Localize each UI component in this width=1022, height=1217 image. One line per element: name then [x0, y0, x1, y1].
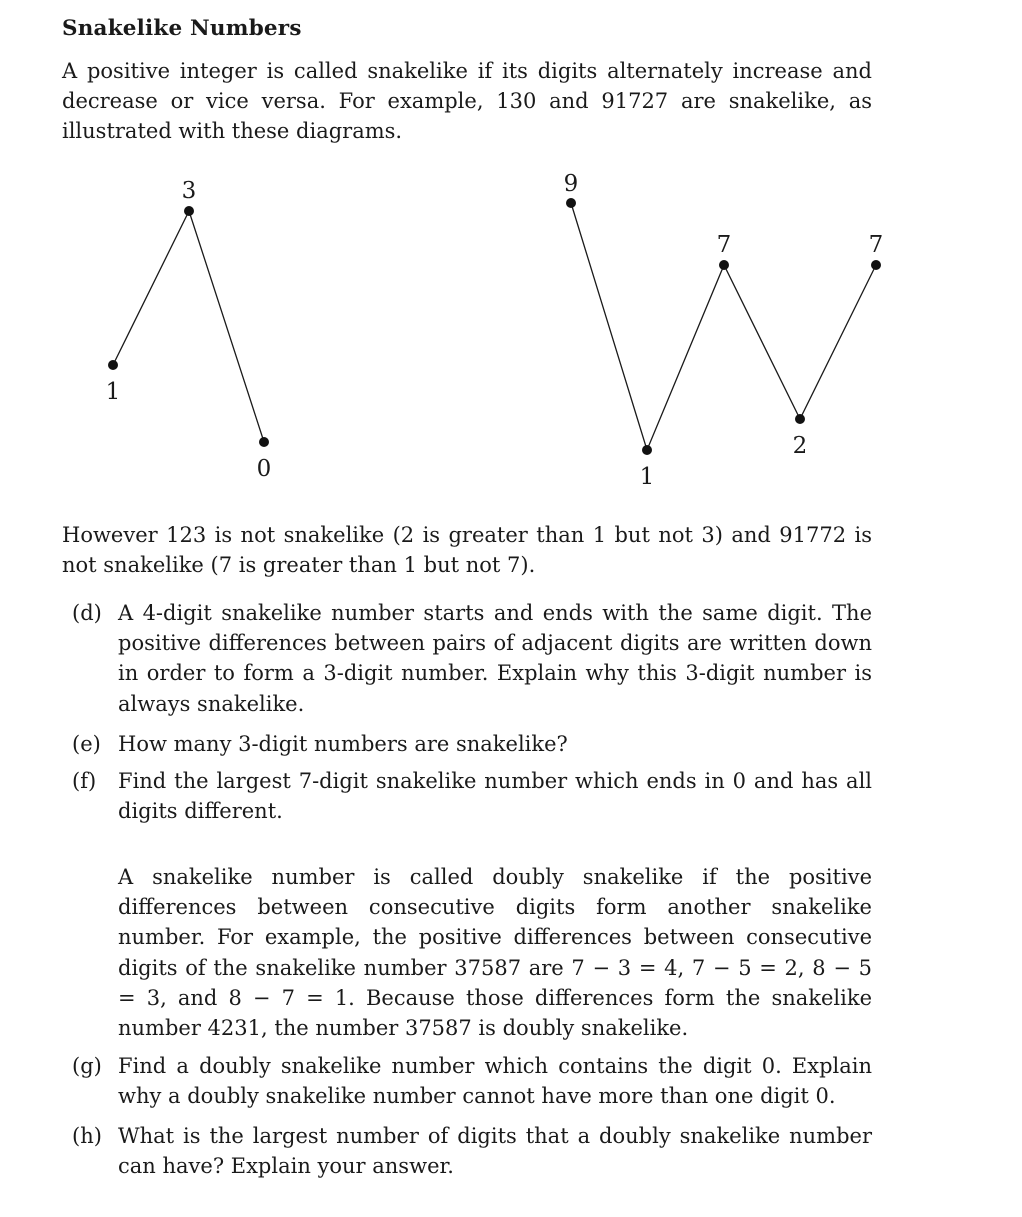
question-label: (g)	[72, 1054, 102, 1078]
diagram-130	[106, 178, 272, 482]
question-text: Find a doubly snakelike number which contains the digit 0. Explain why a doubly snakelike number cannot have more than one digit 0.	[118, 1054, 872, 1109]
intro-paragraph: A positive integer is called snakelike if its digits alternately increase and decrease or vice versa. For example, 130 and 91727 are snakelike, as illustrated with these diagrams.	[62, 59, 872, 144]
question-text: What is the largest number of digits that a doubly snakelike number can have? Explain your answer.	[118, 1124, 872, 1179]
diagram-91727-digit-label: 7	[716, 232, 732, 258]
snakelike-diagrams	[0, 160, 1022, 500]
question-label: (e)	[72, 732, 101, 756]
page-title: Snakelike Numbers	[62, 16, 302, 41]
diagram-91727-digit-label: 2	[792, 433, 808, 459]
question-label: (f)	[72, 769, 97, 793]
question-text: How many 3-digit numbers are snakelike?	[118, 732, 568, 756]
question-label: (d)	[72, 601, 102, 625]
diagram-91727-point	[795, 414, 805, 424]
diagram-130-point	[108, 360, 118, 370]
diagram-130-point	[259, 437, 269, 447]
diagram-91727	[564, 171, 884, 490]
diagram-91727-digit-label: 9	[563, 171, 579, 197]
question-label: (h)	[72, 1124, 102, 1148]
diagram-91727-digit-label: 1	[639, 464, 655, 490]
diagram-130-digit-label: 3	[181, 178, 197, 204]
diagram-130-digit-label: 0	[256, 456, 272, 482]
diagram-91727-point	[719, 260, 729, 270]
diagram-130-path	[113, 211, 264, 442]
diagram-91727-point	[642, 445, 652, 455]
diagram-130-digit-label: 1	[105, 379, 121, 405]
diagram-91727-point	[871, 260, 881, 270]
diagram-91727-digit-label: 7	[868, 232, 884, 258]
however-paragraph: However 123 is not snakelike (2 is greater than 1 but not 3) and 91772 is not snakelike (7 is greater than 1 but not 7).	[62, 523, 872, 578]
question-text: Find the largest 7-digit snakelike number which ends in 0 and has all digits different.	[118, 769, 872, 824]
diagram-130-point	[184, 206, 194, 216]
question-text: A 4-digit snakelike number starts and ends with the same digit. The positive differences between pairs of adjacent digits are written down in order to form a 3-digit number. Explain why this 3-digit number is always snakelike.	[118, 601, 872, 716]
diagram-91727-point	[566, 198, 576, 208]
doubly-snakelike-definition: A snakelike number is called doubly snakelike if the positive differences between consecutive digits form another snakelike number. For example, the positive differences between consecutive digits of the snakelike number 37587 are 7 − 3 = 4, 7 − 5 = 2, 8 − 5 = 3, and 8 − 7 = 1. Because those differences form the snakelike number 4231, the number 37587 is doubly snakelike.	[118, 865, 872, 1041]
